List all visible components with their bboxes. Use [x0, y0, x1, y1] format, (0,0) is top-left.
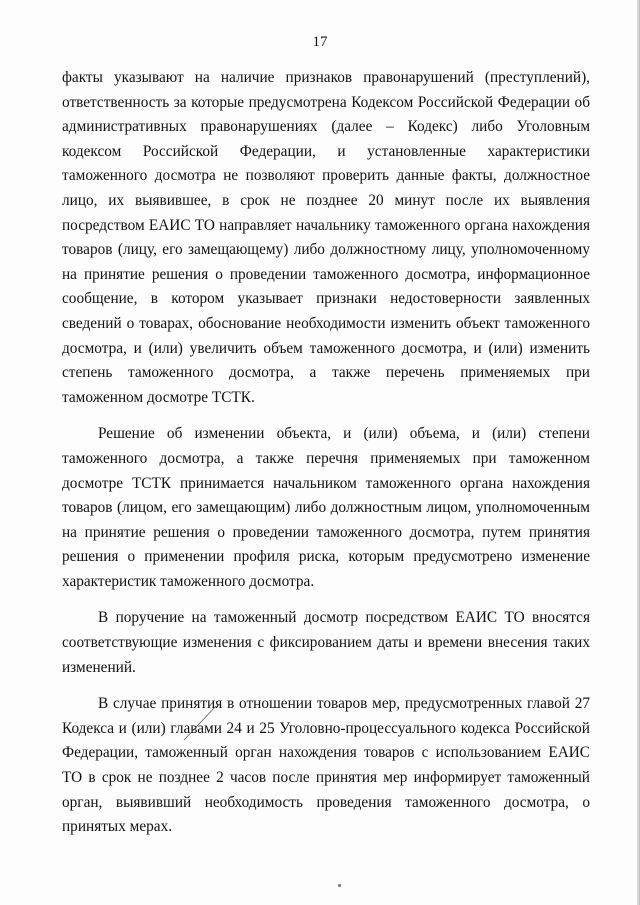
pen-mark	[182, 702, 222, 742]
scan-dot	[338, 884, 341, 887]
page-number: 17	[312, 34, 328, 50]
paragraph-2: Решение об изменении объекта, и (или) объема, и (или) степени таможенного досмотра, а также перечня применяемых при таможенном досмотре ТСТК принимается начальником таможенного органа нахождения товаров (лицом, его замещающим) либо должностным лицом, уполномоченным на принятие решения о проведении таможенного досмотра, путем принятия решения о применении профиля риска, которым предусмотрено изменение характеристик таможенного досмотра.	[62, 425, 590, 590]
paragraph-3: В поручение на таможенный досмотр посредством ЕАИС ТО вносятся соответствующие изменения с фиксированием даты и времени внесения таких изменений.	[62, 609, 590, 676]
body-text	[62, 66, 590, 840]
paragraph-1: факты указывают на наличие признаков правонарушений (преступлений), ответственность за которые предусмотрена Кодексом Российской Федерации об административных правонарушениях (далее – Кодекс) либо Уголовным кодексом Российской Федерации, и установленные характеристики таможенного досмотра не позволяют проверить данные факты, должностное лицо, их выявившее, в срок не позднее 20 минут после их выявления посредством ЕАИС ТО направляет начальнику таможенного органа нахождения товаров (лицу, его замещающему) либо должностному лицу, уполномоченному на принятие решения о проведении таможенного досмотра, информационное сообщение, в котором указывает признаки недостоверности заявленных сведений о товарах, обоснование необходимости изменить объект таможенного досмотра, и (или) увеличить объем таможенного досмотра, и (или) изменить степень таможенного досмотра, а также перечень применяемых при таможенном досмотре ТСТК.	[62, 69, 590, 406]
paragraph-4: В случае принятия в отношении товаров мер, предусмотренных главой 27 Кодекса и (или) главами 24 и 25 Уголовно-процессуального кодекса Российской Федерации, таможенный орган нахождения товаров с использованием ЕАИС ТО в срок не позднее 2 часов после принятия мер информирует таможенный орган, выявивший необходимость проведения таможенного досмотра, о принятых мерах.	[62, 695, 590, 836]
